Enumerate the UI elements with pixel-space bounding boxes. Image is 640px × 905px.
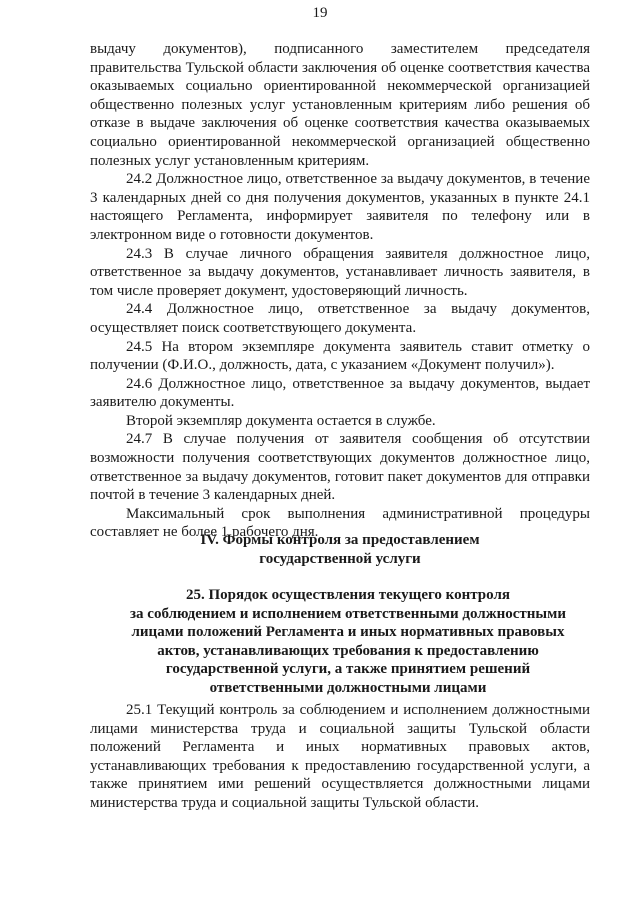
paragraph-24-4: 24.4 Должностное лицо, ответственное за выдачу документов, осуществляет поиск соответствующего документа.	[90, 301, 590, 336]
section-heading-line: государственной услуги	[259, 550, 421, 567]
paragraph-max-term: Максимальный срок выполнения административной процедуры составляет не более 1 рабочего дня.	[90, 505, 590, 541]
paragraph-24-2: 24.2 Должностное лицо, ответственное за выдачу документов, в течение 3 календарных дней со дня получения документов, указанных в пункте 24.1 настоящего Регламента, информирует заявителя по телефону или в электронном виде о готовности документов.	[90, 171, 590, 243]
subsection-heading	[106, 586, 590, 698]
paragraph-second-copy: Второй экземпляр документа остается в службе.	[126, 412, 436, 429]
paragraph-25-1: 25.1 Текущий контроль за соблюдением и исполнением должностными лицами министерства труда и социальной защиты Тульской области положений Регламента и иных нормативных правовых актов, устанавливающих требования к предоставлению государственной услуги, а также принятием ими решений осуществляется должностными лицами министерства труда и социальной защиты Тульской области.	[90, 702, 590, 811]
body-text	[90, 40, 590, 542]
final-section-text	[90, 701, 590, 813]
section-heading	[90, 531, 590, 568]
paragraph-24-6: 24.6 Должностное лицо, ответственное за выдачу документов, выдает заявителю документы.	[90, 375, 590, 411]
subsection-heading-line: за соблюдением и исполнением ответственными должностными	[130, 605, 566, 622]
section-heading-line: IV. Формы контроля за предоставлением	[200, 532, 480, 548]
subsection-heading-line: актов, устанавливающих требования к предоставлению	[157, 642, 539, 659]
paragraph-24-7: 24.7 В случае получения от заявителя сообщения об отсутствии возможности получения соответствующих документов должностное лицо, ответственное за выдачу документов, готовит пакет документов для отправки почтой в течение 3 календарных дней.	[90, 431, 590, 504]
subsection-heading-line: лицами положений Регламента и иных нормативных правовых	[131, 624, 565, 641]
paragraph-continuation: выдачу документов), подписанного заместителем председателя правительства Тульской области заключения об оценке соответствия качества оказываемых социально ориентированной некоммерческой организацией общественно полезных услуг установленным критериям либо решения об отказе в выдаче заключения об оценке соответствия качества оказываемых социально ориентированной некоммерческой организацией общественно полезных услуг установленным критериям.	[90, 41, 590, 169]
subsection-heading-line: государственной услуги, а также принятием решений	[165, 661, 531, 678]
subsection-heading-line: ответственными должностными лицами	[209, 679, 487, 696]
subsection-heading-line: 25. Порядок осуществления текущего контроля	[185, 587, 510, 603]
paragraph-24-5: 24.5 На втором экземпляре документа заявитель ставит отметку о получении (Ф.И.О., должность, дата, с указанием «Документ получил»).	[90, 338, 590, 374]
page-number: 19	[312, 5, 328, 21]
paragraph-24-3: 24.3 В случае личного обращения заявителя должностное лицо, ответственное за выдачу документов, устанавливает личность заявителя, в том числе проверяет документ, удостоверяющий личность.	[90, 245, 590, 299]
